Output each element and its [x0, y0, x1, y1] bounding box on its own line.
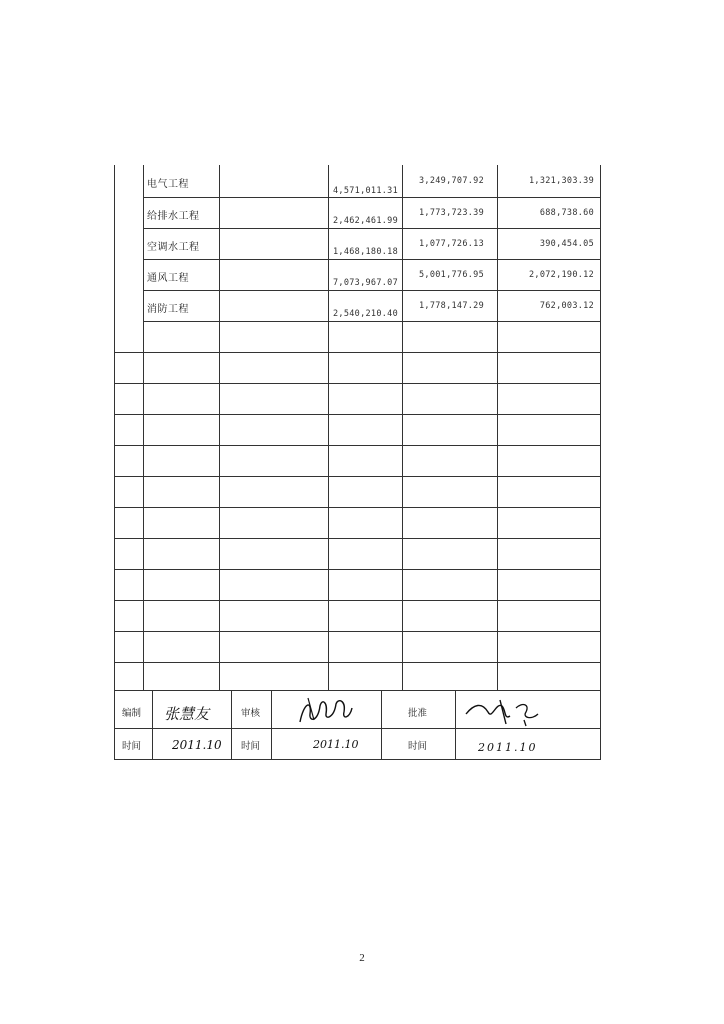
row-value: 1,773,723.39	[419, 208, 485, 218]
time-label: 时间	[241, 741, 261, 752]
table-bottom-border	[114, 759, 601, 760]
row-divider	[114, 507, 601, 508]
row-name: 通风工程	[147, 273, 189, 284]
row-divider	[143, 197, 601, 198]
row-divider	[114, 445, 601, 446]
row-divider	[143, 228, 601, 229]
row-value: 7,073,967.07	[333, 278, 399, 288]
row-value: 1,468,180.18	[333, 247, 399, 257]
row-value: 762,003.12	[539, 301, 594, 311]
signoff-divider	[271, 690, 272, 760]
row-divider	[114, 538, 601, 539]
row-name: 电气工程	[147, 179, 189, 190]
signoff-divider	[381, 690, 382, 760]
col-divider	[219, 165, 220, 690]
row-name: 消防工程	[147, 304, 189, 315]
row-value: 688,738.60	[539, 208, 594, 218]
row-divider	[114, 352, 601, 353]
row-value: 2,540,210.40	[333, 309, 399, 319]
table-left-border	[114, 165, 115, 760]
row-divider	[143, 290, 601, 291]
col-divider	[143, 165, 144, 690]
time-label: 时间	[122, 741, 142, 752]
col-divider	[328, 165, 329, 690]
review-time: 2011.10	[313, 738, 359, 751]
row-divider	[114, 631, 601, 632]
row-divider	[114, 414, 601, 415]
prepared-label: 编制	[122, 708, 142, 719]
row-divider	[114, 476, 601, 477]
row-divider	[114, 383, 601, 384]
row-name: 给排水工程	[147, 211, 200, 222]
row-value: 1,778,147.29	[419, 301, 485, 311]
review-label: 审核	[241, 708, 261, 719]
row-divider	[114, 662, 601, 663]
row-value: 4,571,011.31	[333, 186, 399, 196]
row-divider	[114, 569, 601, 570]
col-divider	[402, 165, 403, 690]
row-value: 2,072,190.12	[528, 270, 594, 280]
row-value: 390,454.05	[539, 239, 594, 249]
row-name: 空调水工程	[147, 242, 200, 253]
signoff-divider	[455, 690, 456, 760]
prepared-time: 2011.10	[172, 738, 222, 752]
row-value: 1,077,726.13	[419, 239, 485, 249]
row-divider	[143, 259, 601, 260]
row-value: 2,462,461.99	[333, 216, 399, 226]
row-divider	[114, 600, 601, 601]
prepared-by-signature: 张慧友	[164, 705, 210, 723]
row-divider	[143, 321, 601, 322]
row-divider	[114, 690, 601, 691]
approver-signature	[460, 694, 550, 728]
col-divider	[497, 165, 498, 690]
approve-time: 2011.10	[478, 741, 538, 754]
row-value: 5,001,776.95	[419, 270, 485, 280]
reviewer-signature	[290, 692, 360, 732]
row-value: 3,249,707.92	[419, 176, 485, 186]
row-value: 1,321,303.39	[528, 176, 594, 186]
signoff-divider	[231, 690, 232, 760]
approve-label: 批准	[408, 708, 428, 719]
page-number: 2	[359, 952, 365, 964]
table-right-border	[600, 165, 601, 760]
signoff-divider	[152, 690, 153, 760]
time-label: 时间	[408, 741, 428, 752]
